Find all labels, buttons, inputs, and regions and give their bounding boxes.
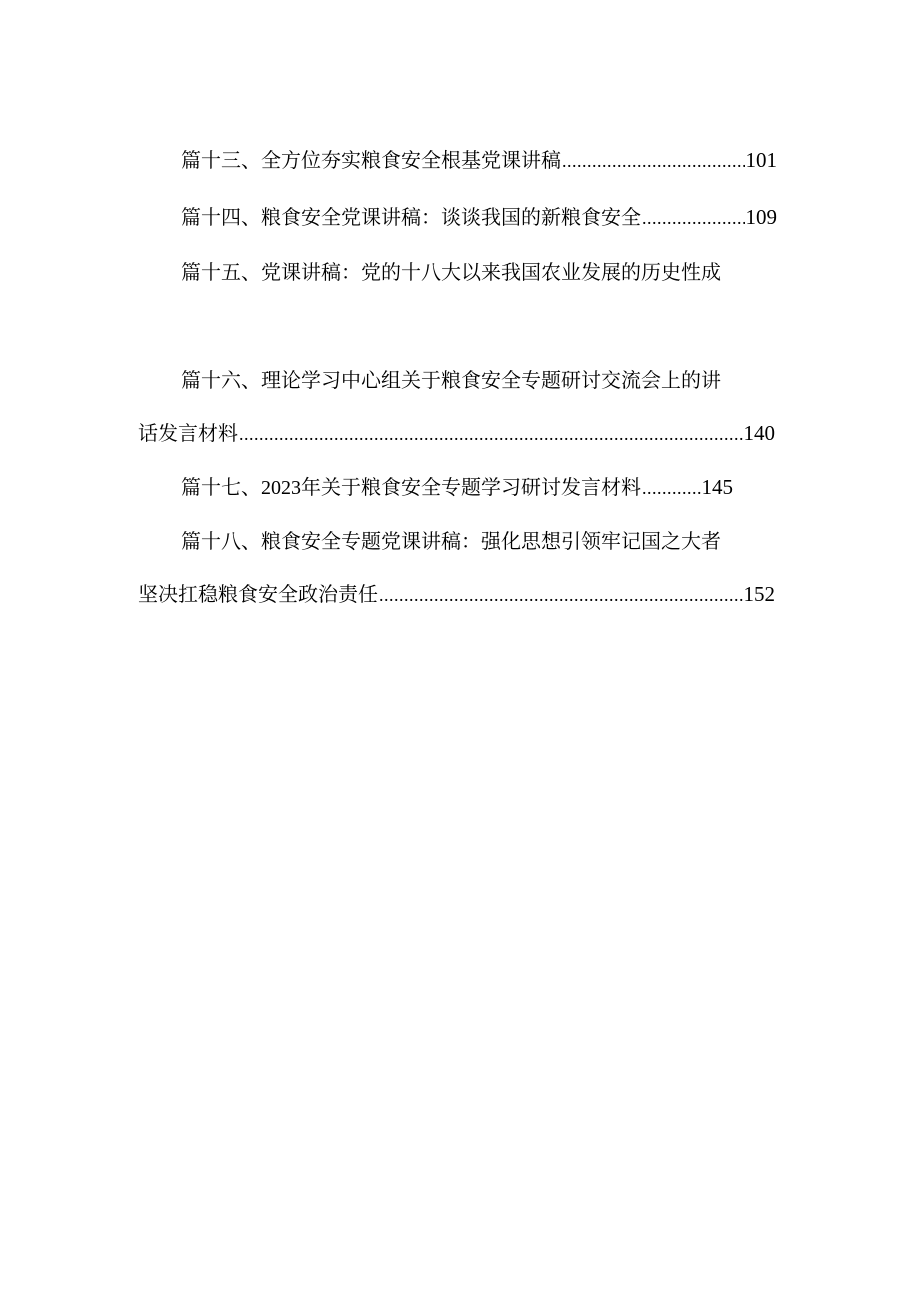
toc-entry-13[interactable] (181, 146, 777, 175)
toc-page-number: 152 (743, 582, 775, 606)
dot-leader (642, 474, 701, 502)
toc-entry-16-continuation[interactable] (138, 419, 775, 448)
toc-entry-title-continuation: 话发言材料 (138, 421, 238, 445)
toc-entry-title-suffix: 年关于粮食安全专题学习研讨发言材料 (301, 475, 641, 499)
toc-entry-title: 篇十三、全方位夯实粮食安全根基党课讲稿 (181, 148, 561, 172)
dot-leader (642, 204, 745, 232)
toc-entry-title: 篇十五、党课讲稿：党的十八大以来我国农业发展的历史性成 (181, 260, 721, 284)
toc-entry-title-year: 2023 (261, 477, 301, 499)
dot-leader (239, 420, 743, 448)
toc-entry-title (181, 473, 641, 502)
toc-entry-18[interactable] (181, 527, 721, 555)
toc-entry-16[interactable] (181, 366, 721, 394)
toc-entry-title-continuation: 坚决扛稳粮食安全政治责任 (138, 582, 378, 606)
toc-entry-14[interactable] (181, 203, 777, 232)
dot-leader (379, 581, 743, 609)
toc-page-number: 145 (701, 475, 733, 499)
toc-page-number: 101 (745, 148, 777, 172)
toc-page-number: 109 (745, 205, 777, 229)
toc-entry-title-prefix: 篇十七、 (181, 475, 261, 499)
toc-entry-15[interactable] (181, 258, 721, 286)
toc-entry-17[interactable] (181, 473, 733, 502)
toc-entry-18-continuation[interactable] (138, 580, 775, 609)
dot-leader (562, 147, 745, 175)
toc-page-number: 140 (743, 421, 775, 445)
toc-entry-title: 篇十六、理论学习中心组关于粮食安全专题研讨交流会上的讲 (181, 368, 721, 392)
toc-entry-title: 篇十四、粮食安全党课讲稿：谈谈我国的新粮食安全 (181, 205, 641, 229)
toc-entry-title: 篇十八、粮食安全专题党课讲稿：强化思想引领牢记国之大者 (181, 529, 721, 553)
